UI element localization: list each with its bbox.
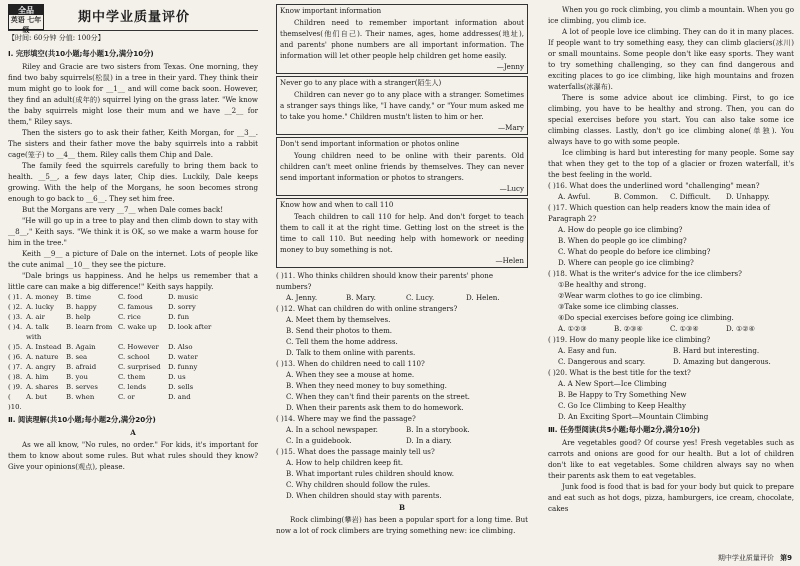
question-17: ( )17. Which question can help readers know the main idea of Paragraph 2? A. How do people go ice climbing? B. When do people go ice climbing? C. What do people do before ice climbing? D. Where can people go ice climbing? xyxy=(548,203,770,267)
page-footer xyxy=(718,553,792,563)
question-13: ( )13. When do children need to call 110? A. When they see a mouse at home. B. When they need money to buy something. C. When they can't find their parents on the street. D. When their parents ask them to do homework. xyxy=(276,359,470,412)
part-b-para: Rock climbing(攀岩) has been a popular sport for a long time. But now a lot of rock climbers are trying something new: ice climbing. xyxy=(276,515,528,535)
option-row: ( )1. A. money B. time C. food D. music xyxy=(8,293,199,301)
rule-title: Never go to any place with a stranger(陌生人) xyxy=(280,79,442,87)
column-3 xyxy=(548,4,794,514)
cloze-para: "Dale brings us happiness. And he helps us remember that a little care can make a big difference!" Keith says happily. xyxy=(8,271,258,291)
section-3-title: Ⅲ. 任务型阅读(共5小题;每小题2分,满分10分) xyxy=(548,425,701,434)
option-row: ( )5. A. Instead B. Again C. However D. Also xyxy=(8,343,193,351)
rule-signature: —Lucy xyxy=(499,184,524,193)
cloze-para: "He will go up in a tree to play and then climb down to stay with __8__," Keith says. "We think it is OK, so we make a warm house for him in the tree." xyxy=(8,216,258,247)
question-16: ( )16. What does the underlined word "challenging" mean? A. Awful. B. Common. C. Difficult. D. Unhappy. xyxy=(548,181,770,201)
cloze-para: But the Morgans are very __7__ when Dale comes back! xyxy=(22,205,224,214)
section-1-title: Ⅰ. 完形填空(共10小题;每小题1分,满分10分) xyxy=(8,49,154,58)
section-3-para: Junk food is food that is bad for your body but quick to prepare and eat such as hot dogs, pizza, hamburgers, ice cream, chocolate, cakes xyxy=(548,482,794,513)
cloze-para: Keith __9__ a picture of Dale on the internet. Lots of people like the cute animal __10__ they see the picture. xyxy=(8,249,258,269)
part-b-para: A lot of people love ice climbing. They can do it in many places. If people want to try something easy, they can climb glaciers(冰川) or small mountains. Some people don't like easy sports. They want to try something challenging, so they can find dangerous and exciting places to go ice climbing, like high mountains and frozen waterfalls(冰瀑布). xyxy=(548,27,794,91)
rule-box xyxy=(276,4,528,74)
option-row: ( )10. A. but B. when C. or D. and xyxy=(8,393,191,411)
column-1 xyxy=(8,4,258,472)
rule-signature: —Helen xyxy=(495,256,524,265)
badge-top: 全品 xyxy=(9,5,43,15)
cloze-para: Riley and Gracie are two sisters from Texas. One morning, they find two baby squirrels(松鼠) in a tree in their yard. They think their mum might go to look for __1__ and will come back soon. However, they find an adult(成年的) squirrel lying on the grass later. "We know the baby squirrels might lose their mum and we have __2__ for them," Riley says. xyxy=(8,62,258,126)
question-18: ( )18. What is the writer's advice for the ice climbers? ①Be healthy and strong. ②Wear warm clothes to go ice climbing. ③Take some ice climbing classes. ④Do special exercises before going ice climbing. A. ①②③ B. ②③④ C. ①③④ D. ①②④ xyxy=(548,269,756,333)
option-row: ( )9. A. shares B. serves C. lends D. sells xyxy=(8,383,194,391)
exam-meta: 【时间: 60分钟 分值: 100分】 xyxy=(8,34,105,42)
rule-box xyxy=(276,137,528,196)
footer-label: 期中学业质量评价 xyxy=(717,554,774,562)
cloze-para: Then the sisters go to ask their father, Keith Morgan, for __3__. The sisters and their father move the baby squirrels into a rabbit cage(笼子) to __4__ them. Riley calls them Chip and Dale. xyxy=(8,128,258,159)
rule-signature: —Mary xyxy=(498,123,524,132)
section-2-title: Ⅱ. 阅读理解(共10小题;每小题2分,满分20分) xyxy=(8,415,156,424)
part-b-para: Ice climbing is hard but interesting for many people. Some say that when they get to the top of a glacier or frozen waterfall, it's the best feeling in the world. xyxy=(548,148,794,179)
rule-title: Don't send important information or photos online xyxy=(280,140,460,148)
cloze-options xyxy=(8,292,258,412)
part-a-label: A xyxy=(130,428,136,437)
page-number: 第9 xyxy=(780,554,792,562)
part-b-para: When you go rock climbing, you climb a mountain. When you go ice climbing, you climb ice. xyxy=(548,5,794,25)
column-2 xyxy=(276,4,528,536)
part-b-label: B xyxy=(399,503,405,512)
question-11: ( )11. Who thinks children should know their parents' phone numbers? A. Jenny. B. Mary. C. Lucy. D. Helen. xyxy=(276,271,500,302)
header xyxy=(8,4,258,34)
part-a-intro: As we all know, "No rules, no order." For kids, it's important for them to know about some rules. But what rules should they know? Give your opinions(观点), please. xyxy=(8,440,258,471)
rule-text: Young children need to be online with their parents. Old children can't meet online friends by themselves. They can never send important information or photos to strangers. xyxy=(280,151,524,182)
rule-title: Know how and when to call 110 xyxy=(280,201,394,209)
option-row: ( )7. A. angry B. afraid C. surprised D. funny xyxy=(8,363,198,371)
section-3-para: Are vegetables good? Of course yes! Fresh vegetables such as carrots and onions are good for our health. But a lot of children don't like to eat vegetables. Some children always say no when their parents ask them to eat vegetables. xyxy=(548,438,794,480)
rule-text: Children need to remember important information about themselves(他们自己). Their names, ages, home addresses(地址), and parents' phone numbers are all important information. The information will let other people help children get home easily. xyxy=(280,18,524,60)
question-14: ( )14. Where may we find the passage? A. In a school newspaper. B. In a storybook. C. In a guidebook. D. In a diary. xyxy=(276,414,470,445)
rule-box xyxy=(276,76,528,135)
badge-bottom: 英语 七年级 xyxy=(10,15,42,34)
cloze-para: The family feed the squirrels carefully to bring them back to health. __5__, a few days later, Chip dies. Luckily, Dale keeps growing. With the help of the Morgans, he soon becomes strong enough to go back to __6__. They set him free. xyxy=(8,161,258,203)
question-12: ( )12. What can children do with online strangers? A. Meet them by themselves. B. Send their photos to them. C. Tell them the home address. D. Talk to them online with parents. xyxy=(276,304,458,357)
option-row: ( )3. A. air B. help C. rice D. fun xyxy=(8,313,190,321)
option-row: ( )8. A. him B. you C. them D. us xyxy=(8,373,186,381)
question-20: ( )20. What is the best title for the text? A. A New Sport—Ice Climbing B. Be Happy to Try Something New C. Go Ice Climbing to Keep Healthy D. An Exciting Sport—Mountain Climbing xyxy=(548,368,709,421)
rule-box xyxy=(276,198,528,268)
page-title: 期中学业质量评价 xyxy=(78,9,191,25)
option-row: ( )4. A. talk with B. learn from C. wake up D. look after xyxy=(8,323,212,341)
rule-text: Children can never go to any place with a stranger. Sometimes a stranger says things like, "I have candy," or "Your mum asked me to take you home." Children mustn't listen to him or her. xyxy=(280,90,524,121)
rule-title: Know important information xyxy=(280,7,382,15)
rule-signature: —Jenny xyxy=(496,62,524,71)
question-19: ( )19. How do many people like ice climbing? A. Easy and fun. B. Hard but interesting. C. Dangerous and scary. D. Amazing but dangerous. xyxy=(548,335,771,366)
brand-badge xyxy=(8,4,44,34)
part-b-para: There is some advice about ice climbing. First, to go ice climbing, you have to be healthy and strong. Then, you can do special exercises before you start. You can also take some ice climbing classes. Lastly, don't go ice climbing alone(单独). You always have to go with some people. xyxy=(548,93,794,146)
option-row: ( )2. A. lucky B. happy C. famous D. sorry xyxy=(8,303,196,311)
rule-text: Teach children to call 110 for help. And don't forget to teach them to call it at the right time. Getting lost on the street is the time to call 110. But needing help with homework or needing money to buy something is not. xyxy=(280,212,524,254)
option-row: ( )6. A. nature B. sea C. school D. water xyxy=(8,353,198,361)
question-15: ( )15. What does the passage mainly tell us? A. How to help children keep fit. B. What important rules children should know. C. Why children should follow the rules. D. When children should stay with parents. xyxy=(276,447,454,500)
